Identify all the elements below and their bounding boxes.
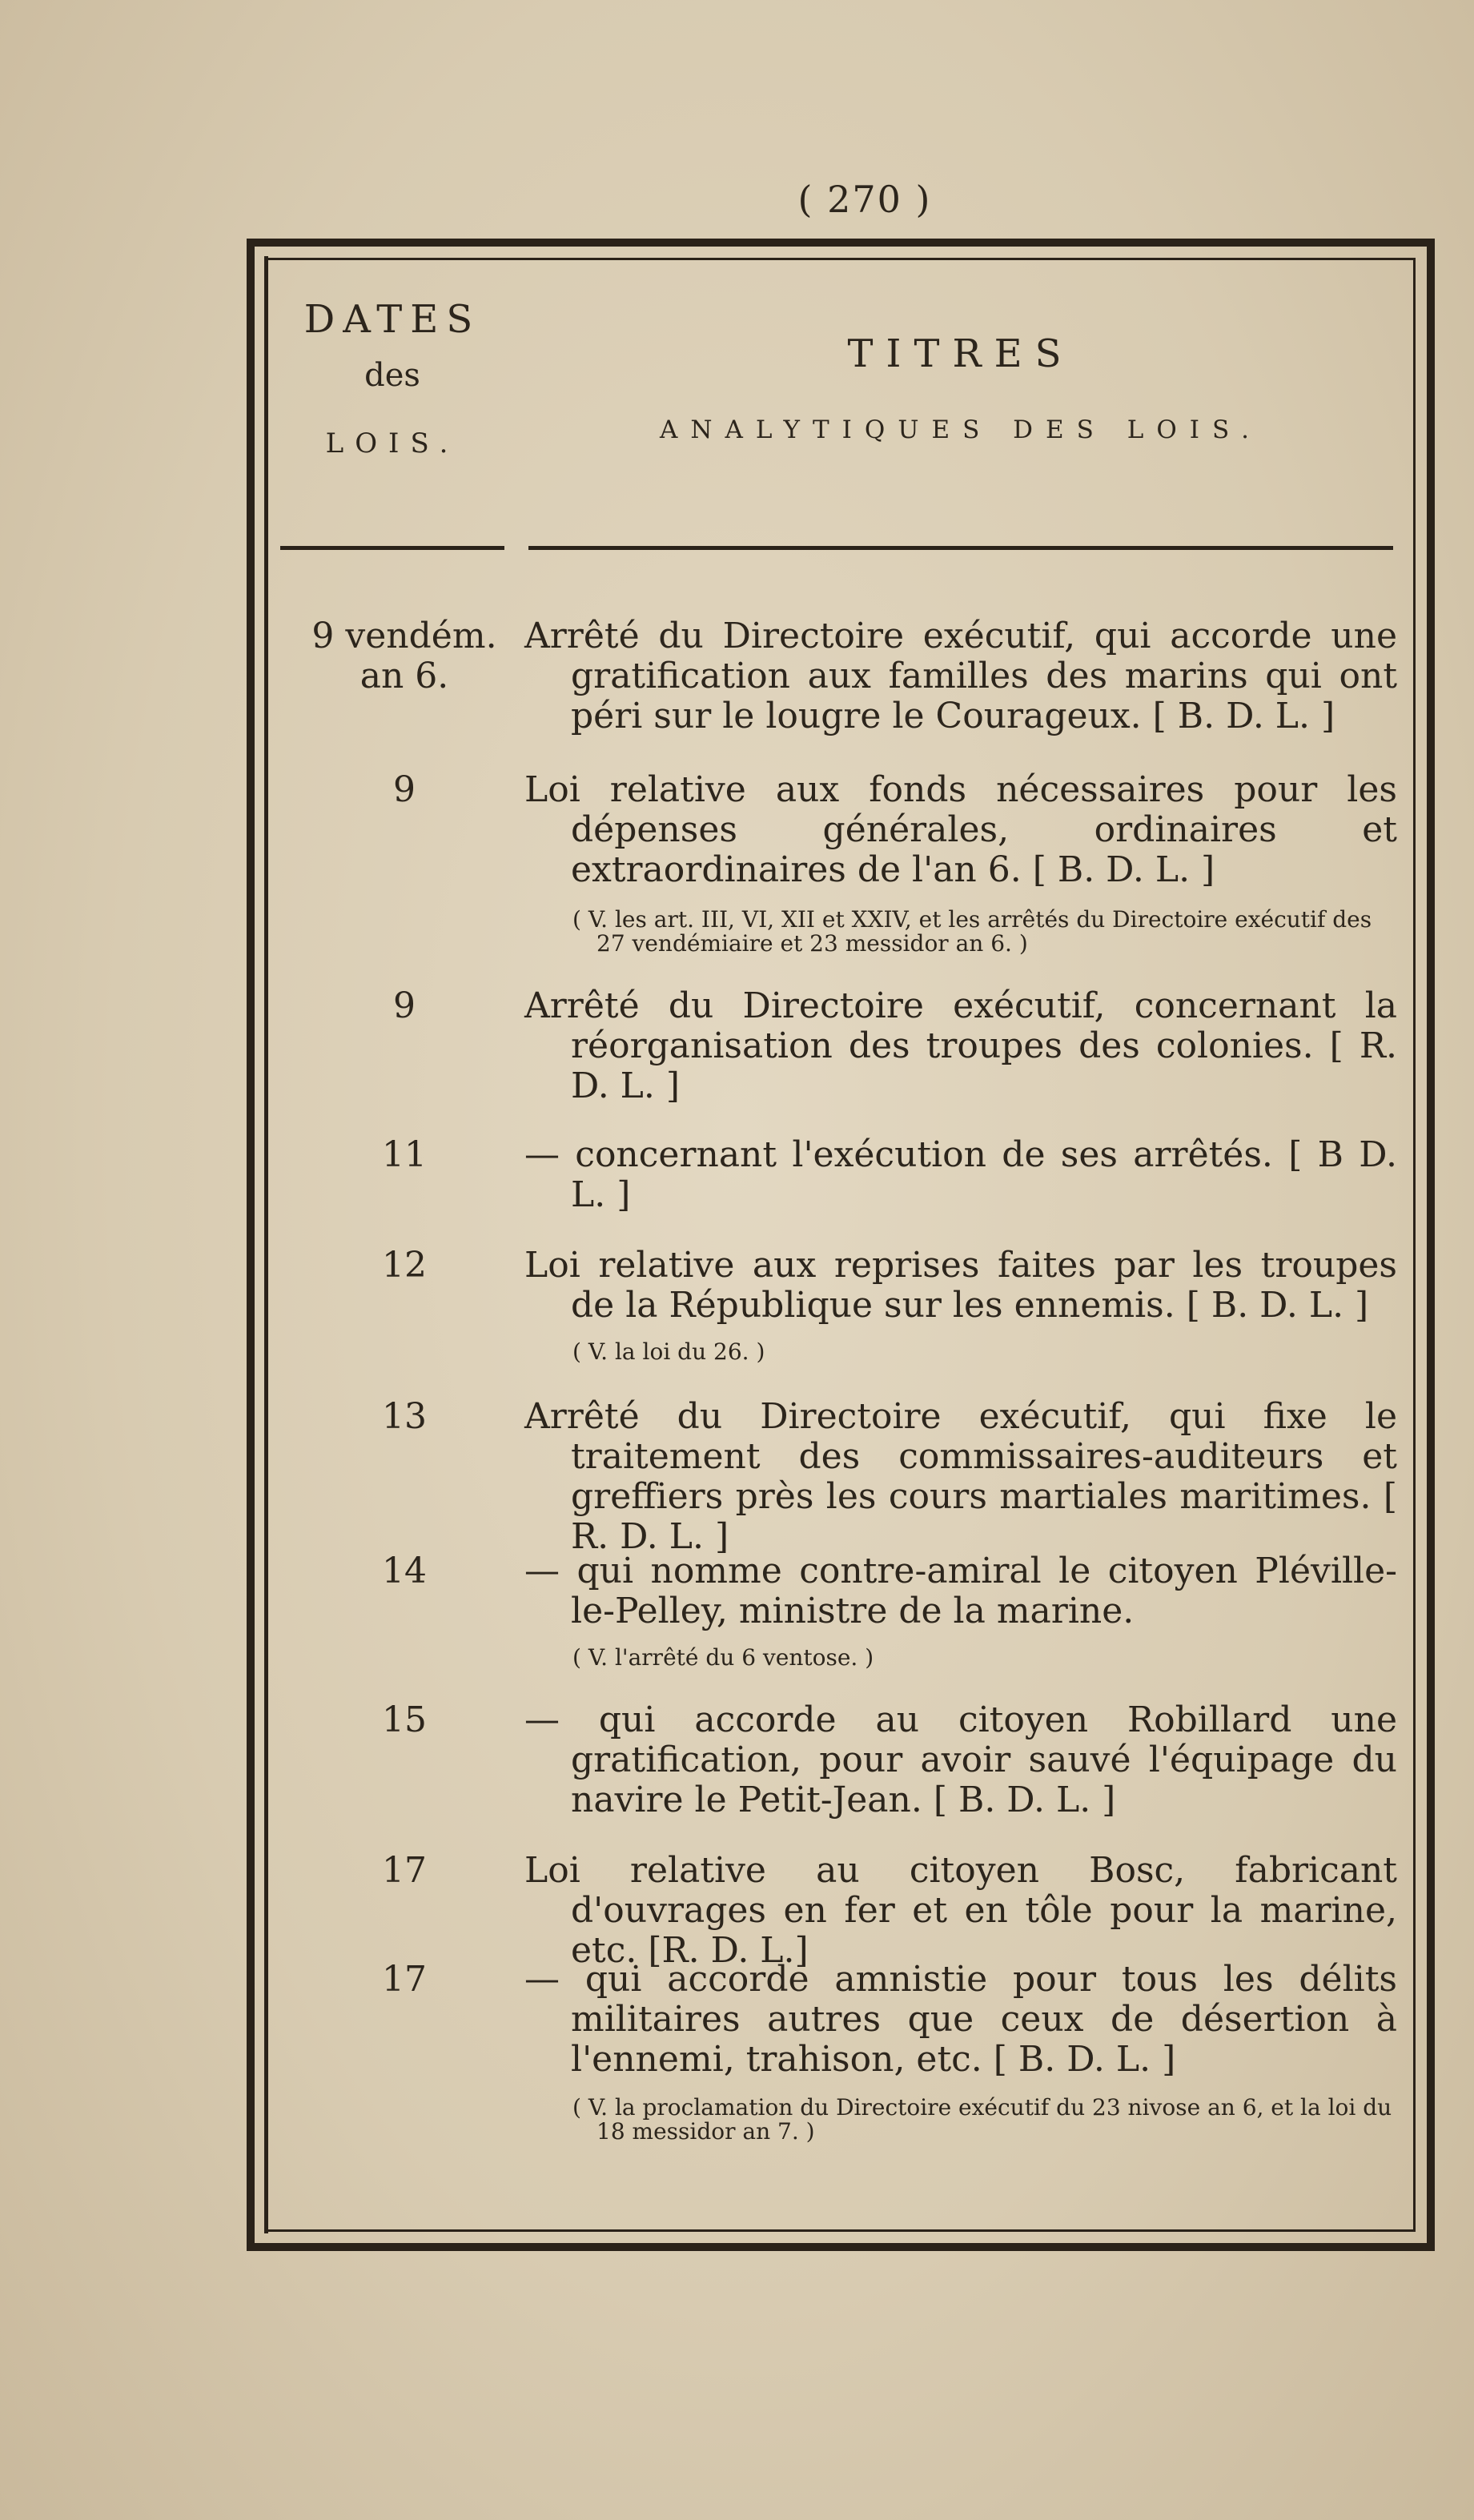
- entry-note: ( V. les art. III, VI, XII et XXIV, et les arrêtés du Directoire exécutif des 27 vendémiaire et 23 messidor an 6. ): [572, 906, 1372, 957]
- header-rule-right: [528, 546, 1393, 550]
- titres-header-line2: ANALYTIQUES DES LOIS.: [660, 415, 1262, 444]
- entry-title: Arrêté du Directoire exécutif, qui fixe le traitement des commissaires-auditeurs et greffiers près les cours martiales maritimes. [ R. D. L. ]: [524, 1396, 1397, 1557]
- page-number: ( 270 ): [797, 178, 932, 221]
- entry-date: 14: [382, 1551, 427, 1591]
- entry-title: Arrêté du Directoire exécutif, concernant la réorganisation des troupes des colonies. [ R. D. L. ]: [524, 985, 1397, 1106]
- entry-title: Loi relative aux fonds nécessaires pour les dépenses générales, ordinaires et extraordinaires de l'an 6. [ B. D. L. ]: [524, 769, 1397, 890]
- dates-header-line2: des: [364, 357, 420, 394]
- entry-date: 9: [393, 769, 416, 810]
- entry-note: ( V. l'arrêté du 6 ventose. ): [572, 1644, 874, 1671]
- dates-header-line1: DATES: [303, 297, 481, 342]
- entry-date: 15: [382, 1699, 427, 1740]
- header-rule-left: [280, 546, 504, 550]
- entry-date: 12: [382, 1245, 427, 1286]
- entry-date: 17: [382, 1850, 427, 1891]
- column-divider: [264, 256, 268, 2233]
- entry-note: ( V. la loi du 26. ): [572, 1338, 765, 1365]
- entry-title: Loi relative au citoyen Bosc, fabricant d'ouvrages en fer et en tôle pour la marine, etc. [R. D. L.]: [524, 1850, 1397, 1971]
- dates-header-line3: LOIS.: [325, 427, 460, 459]
- entry-title: — concernant l'exécution de ses arrêtés. [ B D. L. ]: [524, 1134, 1397, 1215]
- entry-date: 17: [382, 1959, 427, 2000]
- entry-title: — qui nomme contre-amiral le citoyen Pléville-le-Pelley, ministre de la marine.: [524, 1551, 1397, 1631]
- entry-note: ( V. la proclamation du Directoire exécutif du 23 nivose an 6, et la loi du 18 messidor an 7. ): [572, 2094, 1392, 2145]
- entry-date: 13: [382, 1396, 427, 1437]
- entry-title: — qui accorde au citoyen Robillard une gratification, pour avoir sauvé l'équipage du navire le Petit-Jean. [ B. D. L. ]: [524, 1699, 1397, 1820]
- titres-column-header: [524, 331, 1397, 444]
- entry-date: 11: [382, 1134, 427, 1175]
- titres-header-line1: TITRES: [847, 331, 1074, 376]
- entry-title: Arrêté du Directoire exécutif, qui accorde une gratification aux familles des marins qui ont péri sur le lougre le Courageux. [ B. D. L. ]: [524, 616, 1397, 736]
- dates-column-header: [276, 297, 508, 459]
- entry-date: 9: [393, 985, 416, 1026]
- entry-title: Loi relative aux reprises faites par les troupes de la République sur les ennemis. [ B. D. L. ]: [524, 1245, 1397, 1326]
- entry-title: — qui accorde amnistie pour tous les délits militaires autres que ceux de désertion à l'ennemi, trahison, etc. [ B. D. L. ]: [524, 1959, 1397, 2080]
- entry-date: 9 vendém. an 6.: [311, 616, 497, 696]
